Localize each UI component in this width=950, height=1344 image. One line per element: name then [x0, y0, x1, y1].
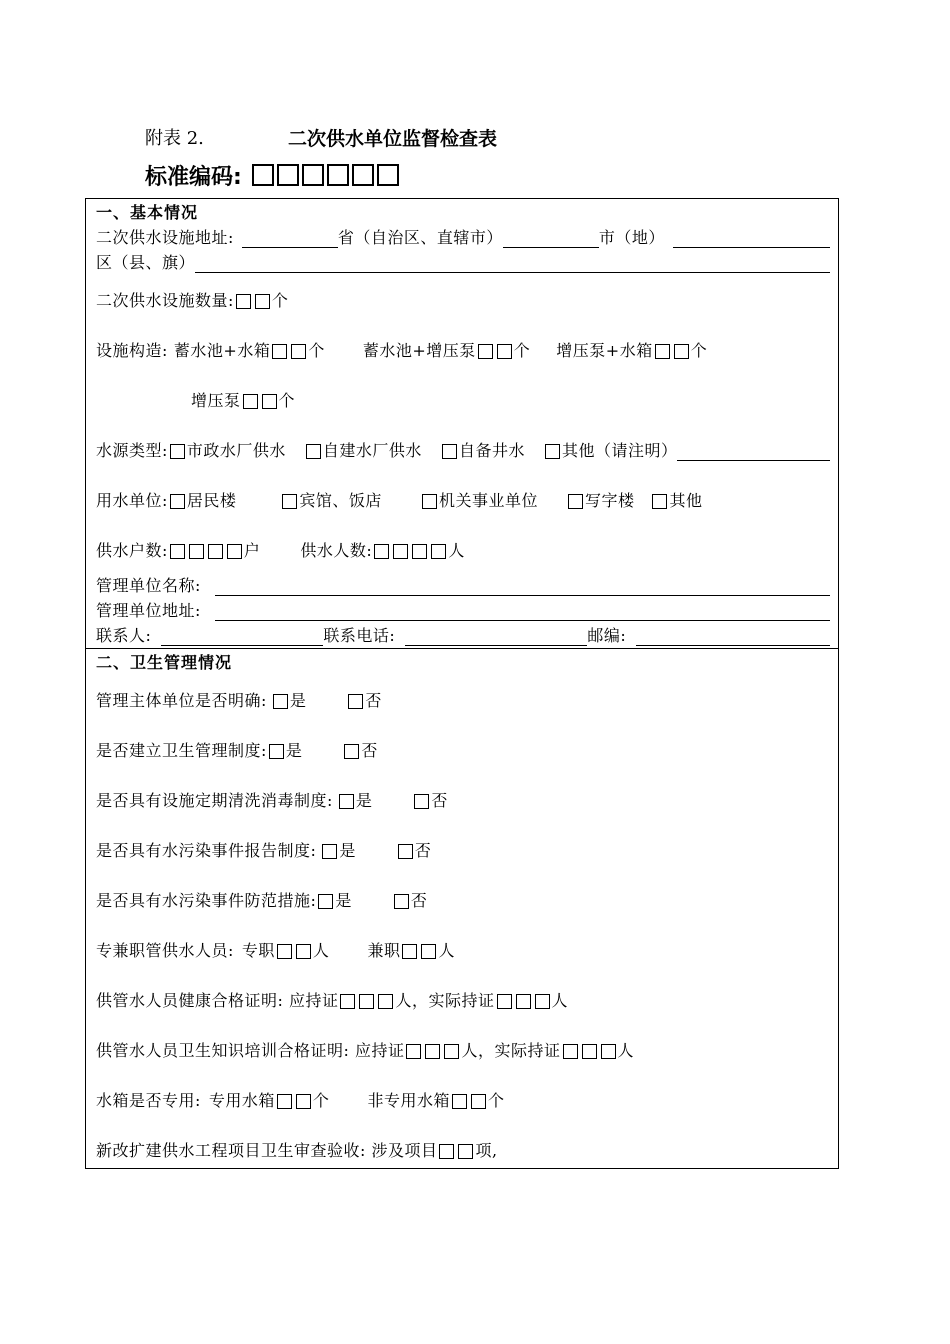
digit-box[interactable]: [277, 1094, 292, 1109]
no-label: 否: [414, 841, 432, 860]
digit-box[interactable]: [452, 1094, 467, 1109]
code-checkbox[interactable]: [352, 164, 374, 186]
standard-code-row: [145, 158, 402, 192]
yes-label: 是: [339, 841, 356, 860]
mgmt-name-label: 管理单位名称:: [96, 576, 201, 595]
user-type-row: [96, 485, 830, 511]
digit-box[interactable]: [412, 544, 427, 559]
unit-label: 个: [487, 1091, 505, 1110]
digit-box[interactable]: [563, 1044, 578, 1059]
yes-label: 是: [285, 741, 303, 760]
count-label: 二次供水设施数量:: [96, 291, 234, 310]
district-field[interactable]: [673, 231, 830, 248]
digit-box[interactable]: [272, 344, 287, 359]
health-actual-label: 人，实际持证: [395, 991, 495, 1010]
phone-field[interactable]: [405, 629, 587, 646]
q2-label: 是否建立卫生管理制度:: [96, 741, 267, 760]
digit-box[interactable]: [374, 544, 389, 559]
yes-checkbox[interactable]: [273, 694, 288, 709]
code-checkbox[interactable]: [252, 164, 274, 186]
phone-label: 联系电话:: [323, 626, 396, 645]
district-label: 区（县、旗）: [96, 253, 196, 272]
unit-label: 个: [278, 391, 296, 410]
mgmt-name-row: [96, 572, 830, 596]
health-cert-row: [96, 985, 830, 1011]
q2-row: [96, 735, 830, 761]
digit-box[interactable]: [425, 1044, 440, 1059]
section-heading: 一、基本情况: [96, 203, 199, 222]
staff-part-label: 兼职: [367, 941, 401, 960]
q5-label: 是否具有水污染事件防范措施:: [96, 891, 317, 910]
digit-box[interactable]: [582, 1044, 597, 1059]
user-option-4: 写字楼: [584, 491, 635, 510]
digit-box[interactable]: [170, 544, 185, 559]
no-label: 否: [365, 691, 382, 710]
no-checkbox[interactable]: [394, 894, 409, 909]
digit-box[interactable]: [497, 994, 512, 1009]
unit-label: 个: [312, 1091, 330, 1110]
health-label: 供管水人员健康合格证明: 应持证: [96, 991, 339, 1010]
q4-row: [96, 835, 830, 861]
tank-row: [96, 1085, 830, 1111]
code-checkbox[interactable]: [377, 164, 399, 186]
checkbox[interactable]: [306, 444, 321, 459]
facility-count-row: [96, 285, 830, 311]
digit-box[interactable]: [402, 944, 417, 959]
no-label: 否: [410, 891, 428, 910]
checkbox[interactable]: [568, 494, 583, 509]
digit-box[interactable]: [291, 344, 306, 359]
water-source-row: [96, 435, 830, 461]
checkbox[interactable]: [170, 444, 185, 459]
contact-label: 联系人:: [96, 626, 152, 645]
no-checkbox[interactable]: [348, 694, 363, 709]
staff-full-label: 专职: [241, 941, 275, 960]
unit-label: 个: [690, 341, 708, 360]
q1-label: 管理主体单位是否明确:: [96, 691, 267, 710]
mgmt-address-field[interactable]: [215, 604, 830, 621]
digit-box[interactable]: [262, 394, 277, 409]
project-row: [96, 1135, 830, 1161]
yes-label: 是: [335, 891, 352, 910]
province-field[interactable]: [242, 231, 338, 248]
digit-box[interactable]: [227, 544, 242, 559]
people-unit: 人: [448, 541, 465, 560]
unit-label: 人: [312, 941, 330, 960]
staff-row: [96, 935, 830, 961]
training-cert-row: [96, 1035, 830, 1061]
district-row: [96, 249, 830, 273]
user-option-1: 居民楼: [186, 491, 237, 510]
training-label: 供管水人员卫生知识培训合格证明: 应持证: [96, 1041, 405, 1060]
digit-box[interactable]: [458, 1144, 473, 1159]
digit-box[interactable]: [601, 1044, 616, 1059]
contact-row: [96, 622, 830, 646]
q3-label: 是否具有设施定期清洗消毒制度:: [96, 791, 333, 810]
digit-box[interactable]: [340, 994, 355, 1009]
source-option-3: 自备井水: [458, 441, 525, 460]
households-row: [96, 535, 830, 561]
user-option-3: 机关事业单位: [438, 491, 538, 510]
section-divider: [86, 648, 838, 649]
count-digit-box[interactable]: [255, 294, 270, 309]
yes-checkbox[interactable]: [318, 894, 333, 909]
code-checkbox[interactable]: [277, 164, 299, 186]
source-option-1: 市政水厂供水: [186, 441, 286, 460]
address-row: [96, 224, 830, 248]
project-unit: 项,: [475, 1141, 498, 1160]
structure-option-2: 蓄水池+增压泵: [362, 341, 476, 360]
source-label: 水源类型:: [96, 441, 168, 460]
source-option-4: 其他（请注明）: [561, 441, 678, 460]
checkbox[interactable]: [282, 494, 297, 509]
page-title: 二次供水单位监督检查表: [288, 127, 498, 150]
digit-box[interactable]: [393, 544, 408, 559]
structure-option-4: 增压泵: [191, 391, 241, 410]
digit-box[interactable]: [471, 1094, 486, 1109]
province-label: 省（自治区、直辖市）: [337, 228, 503, 247]
count-digit-box[interactable]: [236, 294, 251, 309]
digit-box[interactable]: [296, 1094, 311, 1109]
yes-label: 是: [289, 691, 307, 710]
user-label: 用水单位:: [96, 491, 168, 510]
project-label: 新改扩建供水工程项目卫生审查验收: 涉及项目: [96, 1141, 438, 1160]
mgmt-address-row: [96, 597, 830, 621]
address-label: 二次供水设施地址:: [96, 228, 234, 247]
other-source-field[interactable]: [677, 444, 830, 461]
q4-label: 是否具有水污染事件报告制度:: [96, 841, 317, 860]
unit-label: 人: [551, 991, 569, 1010]
digit-box[interactable]: [421, 944, 436, 959]
tank-nondedicated-label: 非专用水箱: [367, 1091, 450, 1110]
digit-box[interactable]: [378, 994, 393, 1009]
yes-label: 是: [355, 791, 373, 810]
digit-box[interactable]: [439, 1144, 454, 1159]
staff-label: 专兼职管供水人员:: [96, 941, 234, 960]
digit-box[interactable]: [277, 944, 292, 959]
households-label: 供水户数:: [96, 541, 168, 560]
unit-label: 个: [513, 341, 531, 360]
households-unit: 户: [243, 541, 261, 560]
standard-code-label: 标准编码:: [145, 164, 242, 190]
checkbox[interactable]: [442, 444, 457, 459]
city-label: 市（地）: [598, 228, 665, 247]
structure-option-3: 增压泵+水箱: [556, 341, 653, 360]
digit-box[interactable]: [655, 344, 670, 359]
q1-row: [96, 685, 830, 711]
structure-option-1: 蓄水池+水箱: [173, 341, 271, 360]
q5-row: [96, 885, 830, 911]
structure-row: [96, 335, 830, 361]
training-actual-label: 人，实际持证: [461, 1041, 561, 1060]
digit-box[interactable]: [444, 1044, 459, 1059]
unit-label: 个: [271, 291, 289, 310]
structure-row-2: [191, 385, 830, 411]
digit-box[interactable]: [208, 544, 223, 559]
digit-box[interactable]: [516, 994, 531, 1009]
digit-box[interactable]: [431, 544, 446, 559]
checkbox[interactable]: [545, 444, 560, 459]
title-row: [145, 122, 498, 152]
no-checkbox[interactable]: [398, 844, 413, 859]
yes-checkbox[interactable]: [339, 794, 354, 809]
address-detail-field[interactable]: [195, 256, 830, 273]
section1-heading-row: [96, 203, 830, 223]
checkbox[interactable]: [652, 494, 667, 509]
no-label: 否: [361, 741, 378, 760]
zip-label: 邮编:: [587, 626, 627, 645]
source-option-2: 自建水厂供水: [322, 441, 422, 460]
mgmt-address-label: 管理单位地址:: [96, 601, 201, 620]
digit-box[interactable]: [535, 994, 550, 1009]
no-label: 否: [431, 791, 448, 810]
zip-field[interactable]: [636, 629, 830, 646]
tank-dedicated-label: 专用水箱: [208, 1091, 275, 1110]
city-field[interactable]: [503, 231, 599, 248]
user-option-5: 其他: [669, 491, 703, 510]
no-checkbox[interactable]: [344, 744, 359, 759]
mgmt-name-field[interactable]: [215, 579, 830, 596]
tank-label: 水箱是否专用:: [96, 1091, 201, 1110]
code-checkbox[interactable]: [327, 164, 349, 186]
code-checkbox[interactable]: [302, 164, 324, 186]
digit-box[interactable]: [243, 394, 258, 409]
structure-label: 设施构造:: [96, 341, 168, 360]
digit-box[interactable]: [359, 994, 374, 1009]
people-label: 供水人数:: [300, 541, 373, 560]
section-heading: 二、卫生管理情况: [96, 653, 233, 672]
q3-row: [96, 785, 830, 811]
inspection-form: [85, 198, 839, 1169]
unit-label: 人: [617, 1041, 635, 1060]
yes-checkbox[interactable]: [269, 744, 284, 759]
digit-box[interactable]: [497, 344, 512, 359]
user-option-2: 宾馆、饭店: [299, 491, 382, 510]
digit-box[interactable]: [406, 1044, 421, 1059]
unit-label: 人: [438, 941, 455, 960]
unit-label: 个: [308, 341, 325, 360]
digit-box[interactable]: [478, 344, 493, 359]
digit-box[interactable]: [189, 544, 204, 559]
digit-box[interactable]: [296, 944, 311, 959]
yes-checkbox[interactable]: [322, 844, 337, 859]
checkbox[interactable]: [422, 494, 437, 509]
section2-heading-row: [96, 651, 830, 673]
contact-field[interactable]: [161, 629, 323, 646]
digit-box[interactable]: [674, 344, 689, 359]
no-checkbox[interactable]: [414, 794, 429, 809]
checkbox[interactable]: [170, 494, 185, 509]
appendix-label: 附表 2.: [145, 128, 204, 149]
